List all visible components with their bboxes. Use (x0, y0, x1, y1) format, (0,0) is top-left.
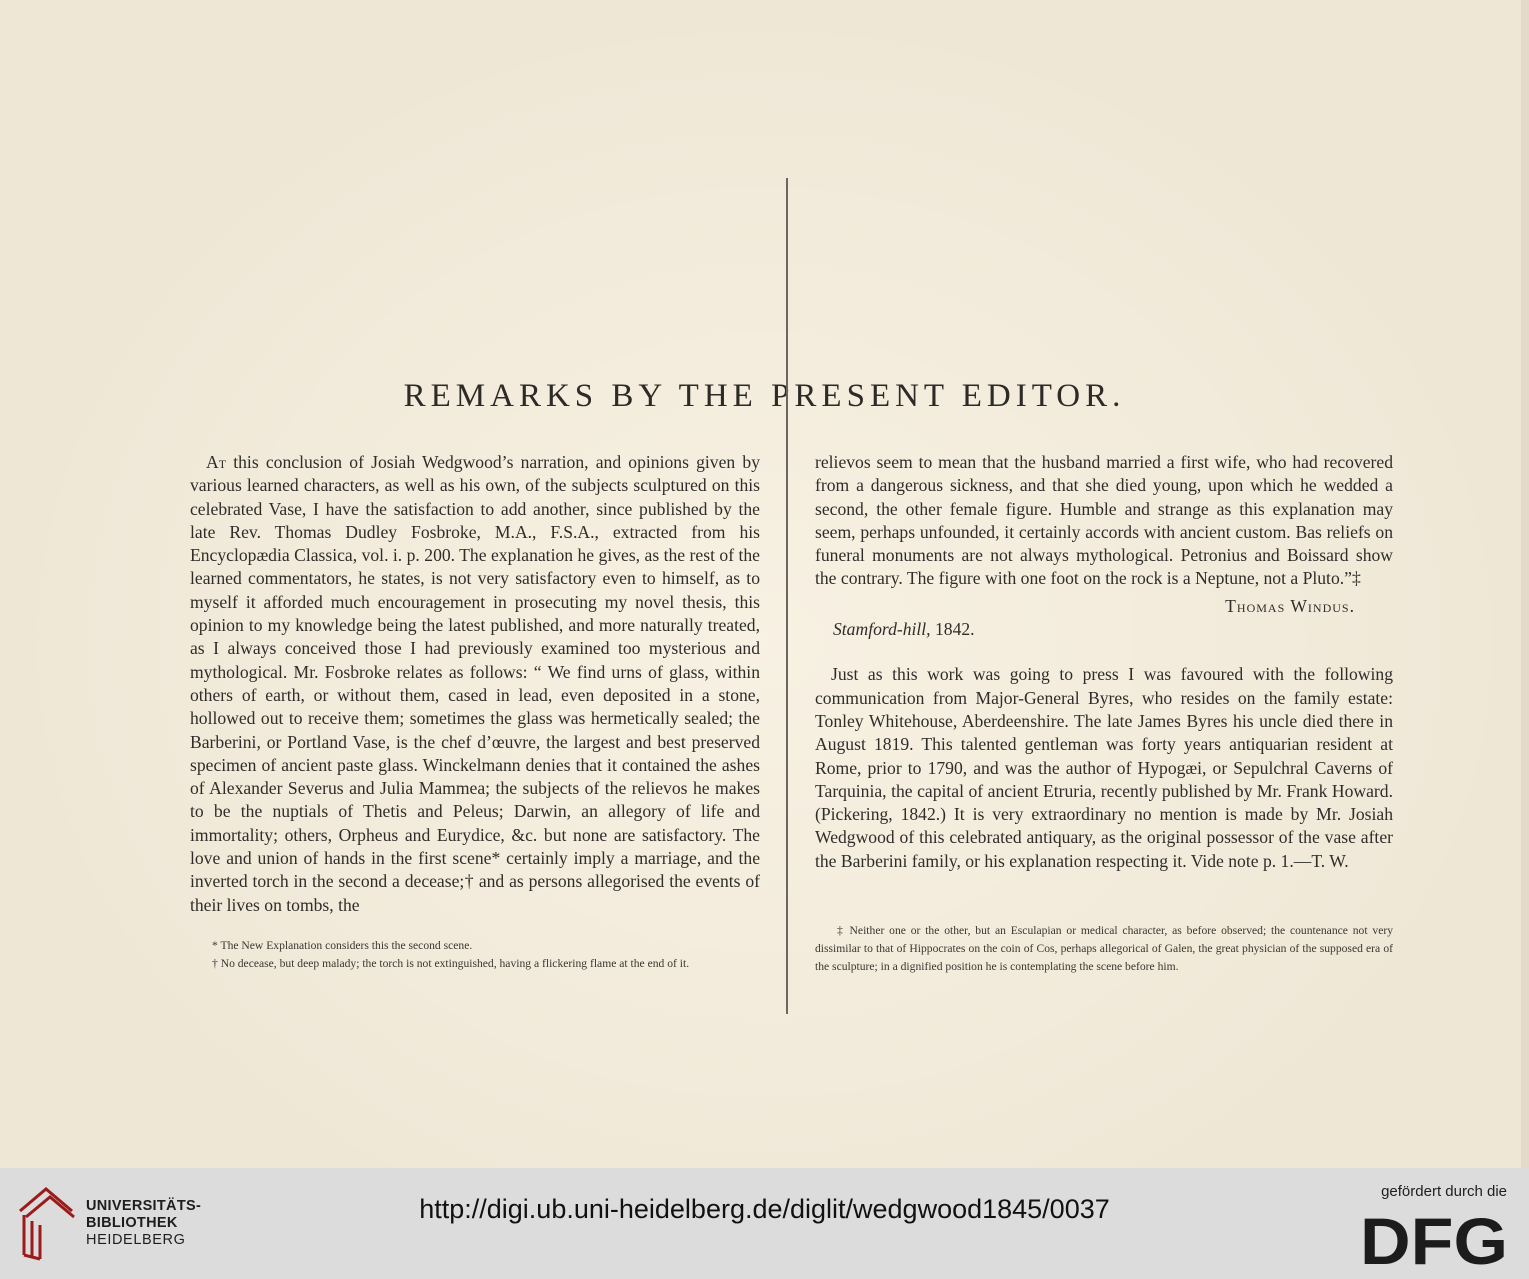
page-edge (1521, 0, 1529, 1168)
right-paragraph-2: Just as this work was going to press I was favoured with the following communication from Major-General Byres, who resides on the family estate: Tonley Whitehouse, Aberdeenshire. The late James Byres his uncle died there in August 1819. This talented gentleman was forty years antiquarian resident at Rome, prior to 1790, and was the author of Hypogæi, or Sepulchral Caverns of Tarquinia, the capital of ancient Etruria, recently published by Mr. Frank Howard. (Pickering, 1842.) It is very extraordinary no mention is made by Mr. Josiah Wedgwood of this celebrated antiquary, as the original possessor of the vase after the Barberini family, or his explanation respecting it. Vide note p. 1.—T. W. (815, 664, 1393, 871)
drop-lead-word: At (206, 452, 227, 472)
right-column (815, 451, 1393, 873)
signature: Thomas Windus. (1225, 595, 1355, 616)
footnote: † No decease, but deep malady; the torch is not extinguished, having a flickering flame at the end of it. (212, 957, 690, 970)
footer-bar (0, 1168, 1529, 1279)
column-divider (786, 178, 788, 1014)
dateline-year: 1842. (930, 619, 975, 640)
dateline (833, 618, 1393, 641)
left-column (190, 451, 760, 917)
funded-by-label: gefördert durch die (1381, 1183, 1507, 1200)
right-paragraph-1: relievos seem to mean that the husband married a first wife, who had recovered from a dangerous sickness, and that she died young, upon which he wedded a second, the other female figure. Humble and strange as this explanation may seem, perhaps unfounded, it certainly accords with ancient custom. Bas reliefs on funeral monuments are not always mythological. Petronius and Boissard show the contrary. The figure with one foot on the rock is a Neptune, not a Pluto.”‡ (815, 452, 1393, 589)
left-paragraph (190, 451, 760, 917)
paragraph-gap (815, 641, 1393, 663)
dfg-logo-icon[interactable] (1360, 1213, 1508, 1266)
dateline-place: Stamford-hill, (833, 619, 931, 640)
library-name-line2: BIBLIOTHEK (86, 1215, 178, 1231)
source-url-link[interactable]: http://digi.ub.uni-heidelberg.de/diglit/wedgwood1845/0037 (419, 1194, 1110, 1224)
page-title: REMARKS BY THE PRESENT EDITOR. (403, 378, 1126, 414)
left-paragraph-text: this conclusion of Josiah Wedgwood’s narration, and opinions given by various learned characters, as well as his own, of the subjects sculptured on this celebrated Vase, I have the satisfaction to add another, since published by the late Rev. Thomas Dudley Fosbroke, M.A., F.S.A., extracted from his Encyclopædia Classica, vol. i. p. 200. The explanation he gives, as the rest of the learned commentators, he states, is not very satisfactory even to himself, as to myself it afforded much encouragement in prosecuting my novel thesis, this opinion to my knowledge being the latest published, and more naturally treated, as I always conceived those I had previously examined too mysterious and mythological. Mr. Fosbroke relates as follows: “ We find urns of glass, within others of earth, or without them, cased in lead, even deposited in a stone, hollowed out to receive them; sometimes the glass was hermetically sealed; the Barberini, or Portland Vase, is the chef d’œuvre, the largest and best preserved specimen of ancient paste glass. Winckelmann denies that it contained the ashes of Alexander Severus and Julia Mammea; the subjects of the relievos he makes to be the nuptials of Thetis and Peleus; Darwin, an allegory of life and immortality; others, Orpheus and Eurydice, &c. but none are satisfactory. The love and union of hands in the first scene* certainly imply a marriage, and the inverted torch in the second a decease;† and as persons allegorised the events of their lives on tombs, the (190, 452, 760, 915)
library-name-line3: HEIDELBERG (86, 1232, 186, 1248)
library-name-line1: UNIVERSITÄTS- (86, 1198, 202, 1214)
footnote: ‡ Neither one or the other, but an Esculapian or medical character, as before observed; the countenance not very dissimilar to that of Hippocrates on the coin of Cos, perhaps allegorical of Galen, the great physician of the supposed era of the sculpture; in a dignified position he is contemplating the scene before him. (815, 924, 1393, 973)
footnotes-right (815, 922, 1393, 976)
dfg-logo-text: DFG (1360, 1213, 1508, 1266)
footnote: * The New Explanation considers this the second scene. (212, 939, 473, 952)
footnotes-left (190, 937, 760, 973)
